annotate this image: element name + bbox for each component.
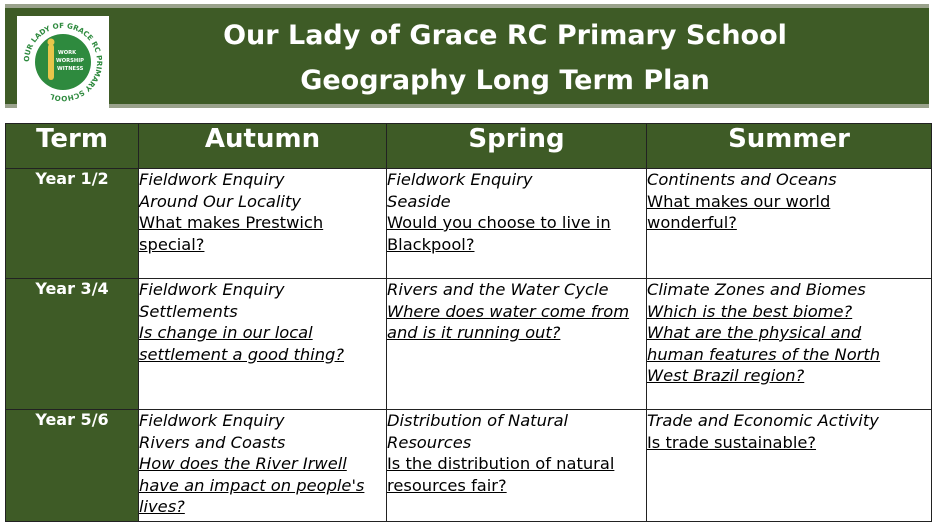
topic-line: Rivers and the Water Cycle bbox=[387, 280, 609, 299]
autumn-cell bbox=[139, 169, 387, 279]
plan-title: Geography Long Term Plan bbox=[300, 65, 710, 96]
column-header-term: Term bbox=[6, 124, 139, 169]
question-line: Is the distribution of natural bbox=[387, 454, 615, 473]
question-line: What are the physical and bbox=[647, 323, 862, 342]
question-line: lives? bbox=[139, 497, 185, 516]
topic-line: Settlements bbox=[139, 301, 238, 321]
topic-line: Fieldwork Enquiry bbox=[139, 411, 285, 430]
question-line: West Brazil region? bbox=[647, 366, 805, 385]
summer-cell bbox=[647, 410, 932, 522]
question-line: settlement a good thing? bbox=[139, 344, 345, 364]
question-line: Is change in our local bbox=[139, 323, 313, 342]
topic-line: Around Our Locality bbox=[139, 191, 301, 211]
topic-line: Continents and Oceans bbox=[647, 170, 837, 189]
topic-line: Seaside bbox=[387, 191, 451, 211]
table-header-row bbox=[6, 124, 932, 169]
logo-motto-2: WORSHIP bbox=[56, 58, 84, 64]
autumn-cell bbox=[139, 279, 387, 410]
column-header-spring: Spring bbox=[387, 124, 647, 169]
logo-figure-head bbox=[48, 39, 55, 46]
topic-line: Fieldwork Enquiry bbox=[139, 170, 285, 189]
question-line: How does the River Irwell bbox=[139, 454, 347, 473]
logo-figure bbox=[48, 44, 54, 80]
question-line: Blackpool? bbox=[387, 234, 475, 254]
topic-line: Trade and Economic Activity bbox=[647, 411, 879, 430]
question-line: and is it running out? bbox=[387, 323, 561, 342]
question-line: wonderful? bbox=[647, 213, 737, 232]
autumn-cell bbox=[139, 410, 387, 522]
question-line: Is trade sustainable? bbox=[647, 432, 817, 452]
topic-line: Distribution of Natural bbox=[387, 411, 569, 430]
header-banner bbox=[5, 4, 929, 108]
school-name: Our Lady of Grace RC Primary School bbox=[223, 20, 787, 51]
spring-cell bbox=[387, 410, 647, 522]
topic-line: Climate Zones and Biomes bbox=[647, 280, 866, 299]
school-logo bbox=[17, 16, 109, 108]
year-label: Year 3/4 bbox=[6, 279, 139, 410]
question-line: Which is the best biome? bbox=[647, 301, 853, 321]
table-row bbox=[6, 410, 932, 522]
logo-motto-1: WORK bbox=[58, 50, 77, 56]
spring-cell bbox=[387, 169, 647, 279]
question-line: What makes our world bbox=[647, 191, 831, 211]
table-row bbox=[6, 279, 932, 410]
year-label: Year 5/6 bbox=[6, 410, 139, 522]
question-line: have an impact on people's bbox=[139, 475, 365, 495]
logo-ring-text: OUR LADY OF GRACE RC PRIMARY SCHOOL bbox=[21, 20, 105, 104]
topic-line: Fieldwork Enquiry bbox=[387, 170, 533, 189]
question-line: Where does water come from bbox=[387, 301, 630, 321]
question-line: human features of the North bbox=[647, 344, 881, 364]
column-header-summer: Summer bbox=[647, 124, 932, 169]
question-line: Would you choose to live in bbox=[387, 213, 611, 232]
topic-line: Fieldwork Enquiry bbox=[139, 280, 285, 299]
topic-line: Rivers and Coasts bbox=[139, 432, 286, 452]
long-term-plan-table bbox=[5, 123, 932, 522]
question-line: special? bbox=[139, 234, 205, 254]
question-line: resources fair? bbox=[387, 475, 507, 495]
topic-line: Resources bbox=[387, 432, 472, 452]
school-logo-graphic bbox=[17, 16, 109, 108]
spring-cell bbox=[387, 279, 647, 410]
logo-motto-3: WITNESS bbox=[57, 66, 84, 72]
year-label: Year 1/2 bbox=[6, 169, 139, 279]
summer-cell bbox=[647, 279, 932, 410]
question-line: What makes Prestwich bbox=[139, 213, 324, 232]
table-row bbox=[6, 169, 932, 279]
column-header-autumn: Autumn bbox=[139, 124, 387, 169]
summer-cell bbox=[647, 169, 932, 279]
